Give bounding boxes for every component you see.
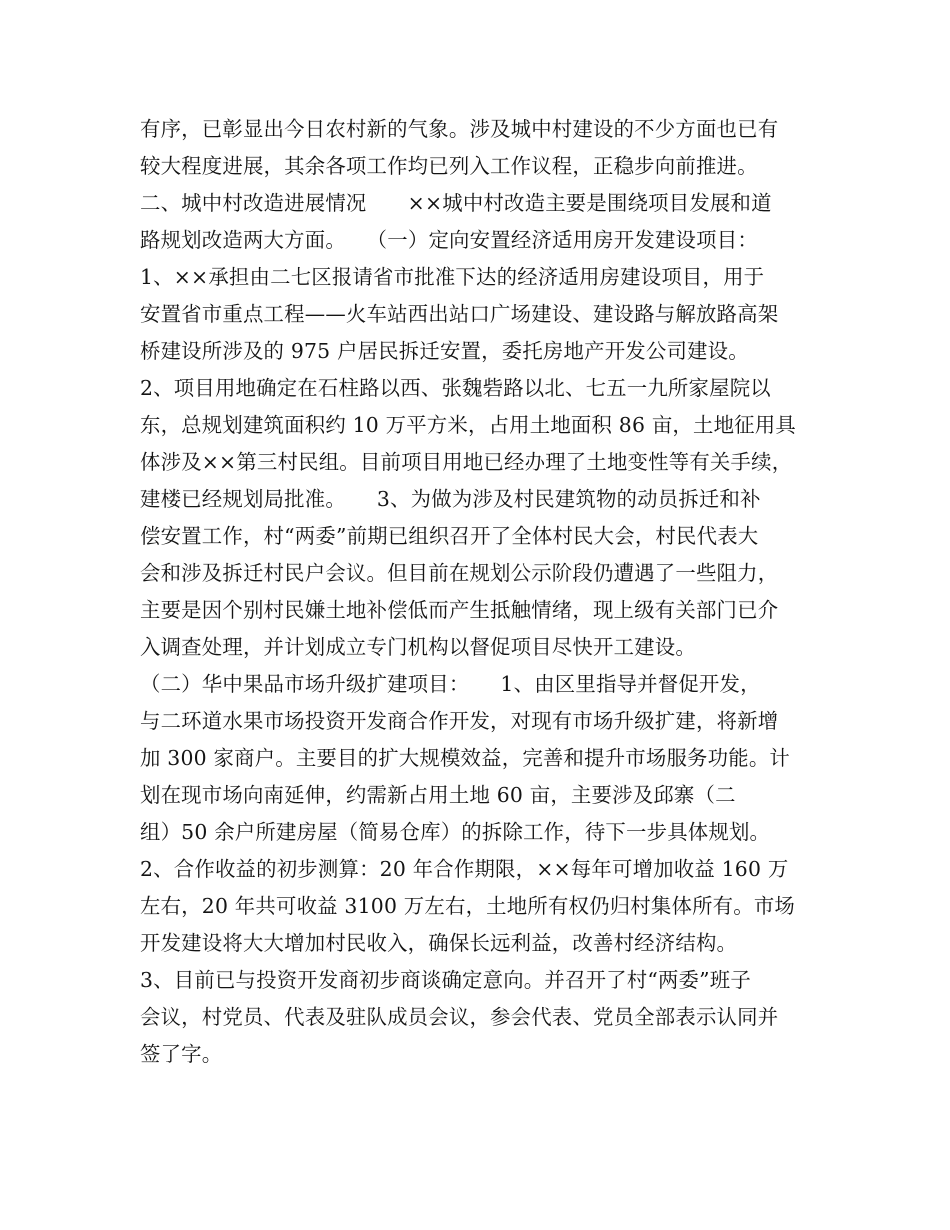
text-line: 左右，20 年共可收益 3100 万左右，土地所有权仍归村集体所有。市场 bbox=[140, 894, 796, 918]
text-line: 桥建设所涉及的 975 户居民拆迁安置，委托房地产开发公司建设。 bbox=[140, 339, 749, 363]
text-line: 安置省市重点工程——火车站西出站口广场建设、建设路与解放路高架 bbox=[140, 302, 779, 326]
text-line: （二）华中果品市场升级扩建项目： 1、由区里指导并督促开发， bbox=[140, 672, 761, 696]
text-line: 2、合作收益的初步测算：20 年合作期限，××每年可增加收益 160 万 bbox=[140, 857, 789, 881]
text-line: 开发建设将大大增加村民收入，确保长远利益，改善村经济结构。 bbox=[140, 931, 738, 955]
text-line: 入调查处理，并计划成立专门机构以督促项目尽快开工建设。 bbox=[140, 635, 696, 659]
text-line: 1、××承担由二七区报请省市批准下达的经济适用房建设项目，用于 bbox=[140, 265, 765, 289]
text-line: 建楼已经规划局批准。 3、为做为涉及村民建筑物的动员拆迁和补 bbox=[140, 487, 761, 511]
text-line: 2、项目用地确定在石柱路以西、张魏砦路以北、七五一九所家屋院以 bbox=[140, 376, 771, 400]
text-line: 有序，已彰显出今日农村新的气象。涉及城中村建设的不少方面也已有 bbox=[140, 117, 779, 141]
body-text bbox=[140, 111, 830, 1073]
text-line: 会议，村党员、代表及驻队成员会议，参会代表、党员全部表示认同并 bbox=[140, 1005, 779, 1029]
text-line: 较大程度进展，其余各项工作均已列入工作议程，正稳步向前推进。 bbox=[140, 154, 758, 178]
text-line: 会和涉及拆迁村民户会议。但目前在规划公示阶段仍遭遇了一些阻力， bbox=[140, 561, 779, 585]
text-line: 与二环道水果市场投资开发商合作开发，对现有市场升级扩建，将新增 bbox=[140, 709, 779, 733]
text-line: 东，总规划建筑面积约 10 万平方米，占用土地面积 86 亩，土地征用具 bbox=[140, 413, 796, 437]
text-line: 3、目前已与投资开发商初步商谈确定意向。并召开了村“两委”班子 bbox=[140, 968, 751, 992]
text-line: 组）50 余户所建房屋（简易仓库）的拆除工作，待下一步具体规划。 bbox=[140, 820, 771, 844]
text-line: 加 300 家商户。主要目的扩大规模效益，完善和提升市场服务功能。计 bbox=[140, 746, 791, 770]
text-line: 体涉及××第三村民组。目前项目用地已经办理了土地变性等有关手续， bbox=[140, 450, 793, 474]
text-line: 二、城中村改造进展情况 ××城中村改造主要是围绕项目发展和道 bbox=[140, 191, 772, 215]
text-line: 签了字。 bbox=[140, 1042, 223, 1066]
text-line: 偿安置工作，村“两委”前期已组织召开了全体村民大会，村民代表大 bbox=[140, 524, 759, 548]
text-line: 路规划改造两大方面。 （一）定向安置经济适用房开发建设项目： bbox=[140, 228, 758, 252]
text-line: 划在现市场向南延伸，约需新占用土地 60 亩，主要涉及邱寨（二 bbox=[140, 783, 736, 807]
text-line: 主要是因个别村民嫌土地补偿低而产生抵触情绪，现上级有关部门已介 bbox=[140, 598, 779, 622]
